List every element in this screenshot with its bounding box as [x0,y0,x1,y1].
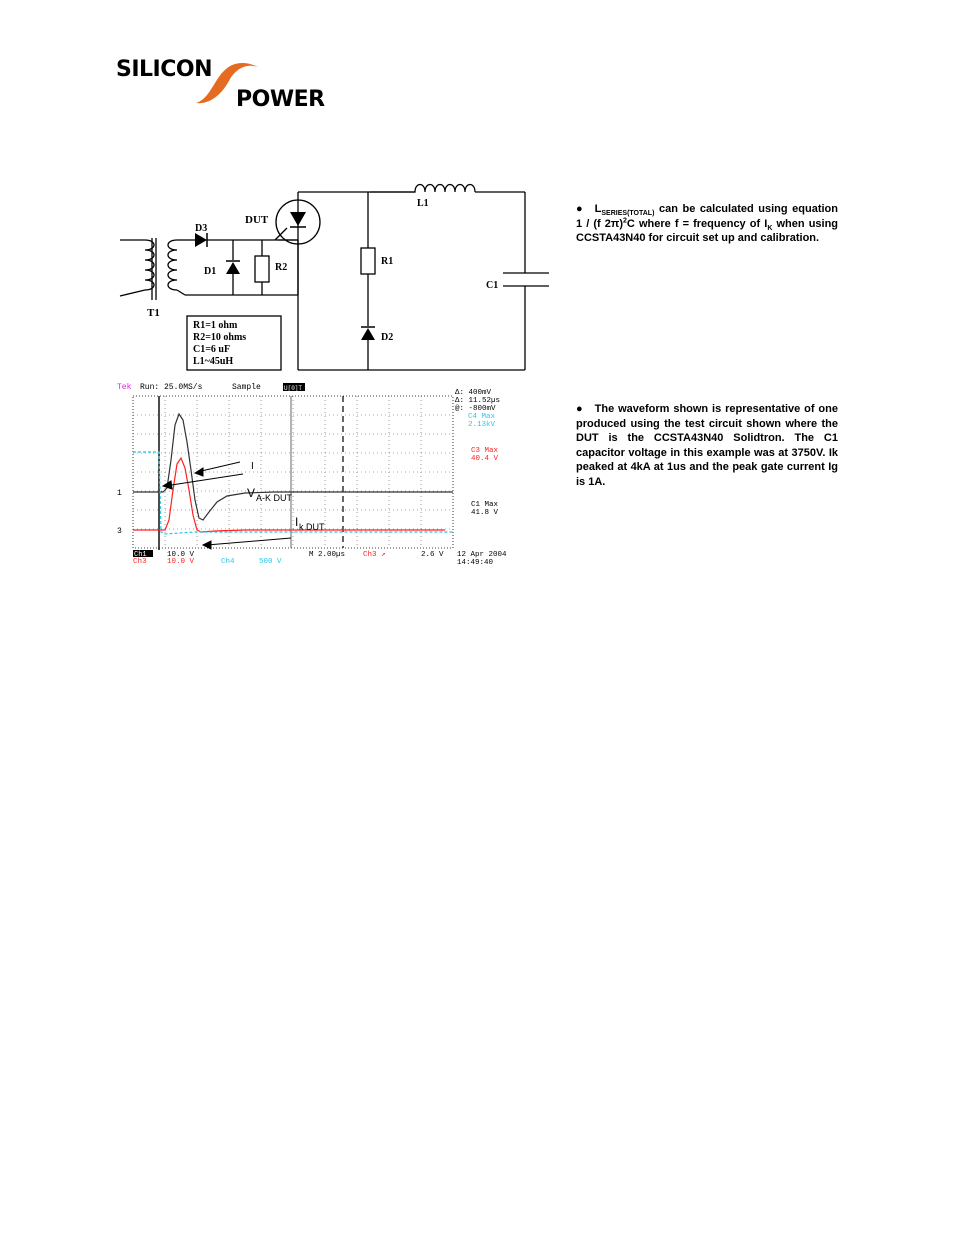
readout-at: @: -800mV [455,405,496,413]
diode-d3-icon [195,233,207,247]
bullet-icon: ● [576,403,583,415]
note-series-inductance [576,202,838,246]
note2-text: The waveform shown is representative of one produced using the test circuit shown where the DUT is the CCSTA43N40 Solidtron. The C1 capacitor voltage in this example was at 3750V. Ik peaked at 4kA at 1us and the peak gate current Ig is 1A. [576,403,838,488]
note-waveform [576,402,838,489]
bottom-ch4: Ch4 [221,558,235,565]
bottom-ch1: Ch1 [134,551,147,559]
note1-ik-subscript: K [767,224,773,232]
bottom-date: 12 Apr 2004 [457,551,507,559]
oscilloscope-capture [115,380,525,565]
label-r2: R2 [275,262,288,273]
label-d3: D3 [195,223,208,234]
readout-delta-t: Δ: 11.52µs [455,397,501,405]
logo-text-power: POWER [236,87,325,112]
bottom-timebase: M 2.00µs [309,551,346,559]
value-c1: C1=6 uF [193,344,231,355]
scope-mode: Sample [232,383,261,392]
readout-c4-max-label: C4 Max [468,413,496,421]
note1-l-symbol: L [594,203,602,215]
diode-d1-icon [226,262,240,274]
ch3-marker: 3 [117,527,122,536]
label-t1: T1 [147,307,160,319]
diode-d2-icon [361,328,375,340]
note1-text-a: can be calculated using equation 1 / (f 2π) [576,203,838,230]
bottom-ch1-scale: 10.0 V [167,551,195,559]
silicon-power-logo [116,55,336,120]
readout-c3-max-label: C3 Max [471,447,499,455]
bottom-ch4-scale: 500 V [259,558,282,565]
annotation-ig: I [251,461,254,472]
readout-c1-max-label: C1 Max [471,501,499,509]
scope-trigger-tag: U[0]T [284,385,303,392]
scope-run: Run: 25.0MS/s [140,383,203,392]
label-l1: L1 [417,198,429,209]
annotation-vak-main: V [247,486,256,500]
label-r1: R1 [381,256,394,267]
logo-text-silicon: SILICON [116,57,212,82]
note1-text-b: C where f = frequency of I [626,217,768,230]
value-r1: R1=1 ohm [193,320,238,331]
note1-text-c: when using CCSTA43N40 for circuit set up and calibration. [576,217,839,244]
readout-c1-max-value: 41.8 V [471,509,499,517]
scope-brand: Tek [117,383,132,392]
readout-c3-max-value: 40.4 V [471,455,499,463]
readout-c4-max-value: 2.13kV [468,421,496,429]
value-r2: R2=10 ohms [193,332,247,343]
bottom-trigger-level: 2.6 V [421,551,444,559]
note1-l-subscript: SERIES(TOTAL) [601,210,655,218]
dut-thyristor-icon [290,212,306,226]
annotation-ik-sub: k DUT [299,522,325,532]
test-circuit-diagram [115,178,555,378]
label-c1: C1 [486,280,499,291]
note1-superscript: 2 [623,216,627,224]
bottom-time: 14:49:40 [457,559,494,565]
value-l1: L1~45uH [193,356,234,367]
label-d2: D2 [381,332,394,343]
annotation-ik-main: I [295,515,299,529]
label-d1: D1 [204,266,217,277]
bullet-icon: ● [576,203,583,215]
annotation-vak-sub: A-K DUT [256,493,292,503]
bottom-ch3-scale: 10.0 V [167,558,195,565]
readout-delta-v: Δ: 400mV [455,389,492,397]
ch1-marker: 1 [117,489,122,498]
bottom-trigger-channel: Ch3 ↗ [363,551,386,559]
bottom-ch3: Ch3 [133,558,147,565]
label-dut: DUT [245,214,269,226]
